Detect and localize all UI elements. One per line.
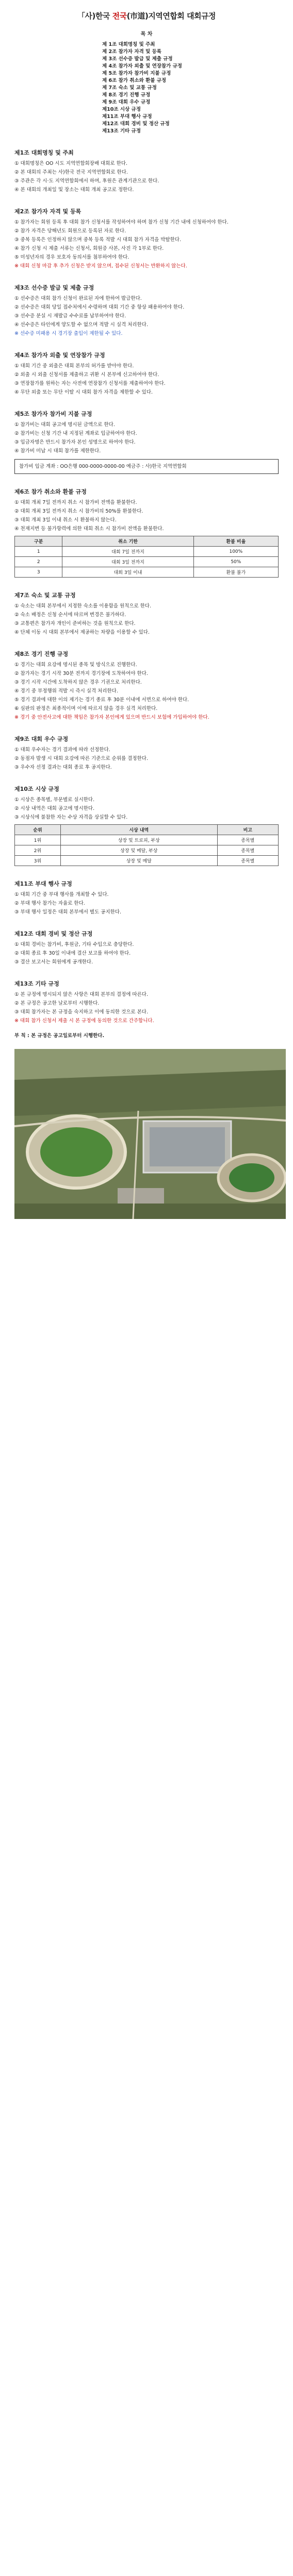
table-cell: 2위 <box>15 845 61 856</box>
clause: ⑥ 심판의 판정은 최종적이며 이에 따르지 않을 경우 실격 처리한다. <box>14 706 158 711</box>
clause: ③ 대회 참가자는 본 규정을 숙지하고 이에 동의한 것으로 본다. <box>14 1009 148 1015</box>
clause: ③ 우수자 선정 결과는 대회 종료 후 공지한다. <box>14 765 112 770</box>
toc-item[interactable]: 제11조 부대 행사 규정 <box>102 114 152 120</box>
table-cell: 상장 및 트로피, 부상 <box>61 835 218 845</box>
section-heading: 제9조 대회 우수 규정 <box>14 736 69 742</box>
toc-item[interactable]: 제13조 기타 규정 <box>102 128 141 134</box>
table-cell: 종목별 <box>217 845 278 856</box>
toc-item[interactable]: 제 4조 참가자 외출 및 연장참가 규정 <box>102 63 182 69</box>
toc-item[interactable]: 제12조 대회 경비 및 정산 규정 <box>102 121 170 127</box>
clause: ③ 대회 개최 3일 이내 취소 시 환불하지 않는다. <box>14 517 117 523</box>
table-header-row <box>15 536 279 547</box>
section-heading: 제5조 참가자 참가비 지불 규정 <box>14 411 92 417</box>
clause: ③ 부대 행사 일정은 대회 본부에서 별도 공지한다. <box>14 909 122 915</box>
account-info-box: 참가비 입금 계좌 : OO은행 000-0000-0000-00 예금주 : 사)한국 지역연합회 <box>14 459 279 474</box>
section-body <box>14 661 279 721</box>
clause: ② 대회 종료 후 30일 이내에 결산 보고를 하여야 한다. <box>14 951 131 956</box>
clause: ① 참가자는 회원 등록 후 대회 참가 신청서를 작성하여야 하며 참가 신청 기간 내에 신청하여야 한다. <box>14 219 229 225</box>
section-heading: 제10조 시상 규정 <box>14 786 59 792</box>
clause: ① 대회 개최 7일 전까지 취소 시 참가비 전액을 환불한다. <box>14 500 137 505</box>
section-body <box>14 218 279 270</box>
table-cell: 대회 3일 전까지 <box>62 557 193 567</box>
clause: ② 선수증은 대회 당일 접수처에서 수령하며 대회 기간 중 항상 패용하여야 한다. <box>14 304 185 310</box>
clause: ② 부대 행사 참가는 자율로 한다. <box>14 901 85 906</box>
clause: ④ 경기 중 부정행위 적발 시 즉시 실격 처리한다. <box>14 688 118 694</box>
clause: ② 대회 개최 3일 전까지 취소 시 참가비의 50%를 환불한다. <box>14 509 143 514</box>
section-body <box>14 746 279 771</box>
table-row <box>15 835 279 845</box>
clause: ① 본 규정에 명시되지 않은 사항은 대회 본부의 결정에 따른다. <box>14 992 148 997</box>
table-cell: 2 <box>15 557 62 567</box>
table-cell: 종목별 <box>217 835 278 845</box>
info-note: ※ 선수증 미패용 시 경기장 출입이 제한될 수 있다. <box>14 331 123 336</box>
toc-item[interactable]: 제 5조 참가자 참가비 지불 규정 <box>102 71 171 76</box>
clause: ④ 선수증은 타인에게 양도할 수 없으며 적발 시 실격 처리한다. <box>14 322 148 328</box>
toc-item[interactable]: 제 6조 참가 취소와 환불 규정 <box>102 78 167 83</box>
clause: ② 본 대회의 주최는 사)한국 전국 지역연합회로 한다. <box>14 170 128 175</box>
section-heading: 제12조 대회 경비 및 정산 규정 <box>14 930 93 937</box>
clause: ③ 선수증 분실 시 재발급 수수료를 납부하여야 한다. <box>14 313 126 319</box>
clause: ① 대회 우수자는 경기 결과에 따라 선정한다. <box>14 747 110 753</box>
clause: ① 경기는 대회 요강에 명시된 종목 및 방식으로 진행한다. <box>14 662 137 668</box>
section-heading: 제6조 참가 취소와 환불 규정 <box>14 488 87 495</box>
toc-item[interactable]: 제10조 시상 규정 <box>102 107 141 112</box>
document-page <box>7 0 286 2576</box>
clause: ③ 입금자명은 반드시 참가자 본인 성명으로 하여야 한다. <box>14 439 136 445</box>
section-body <box>14 602 279 636</box>
section-body <box>14 160 279 194</box>
section-heading: 제4조 참가자 외출 및 연장참가 규정 <box>14 352 105 359</box>
table-row <box>15 547 279 557</box>
section-heading: 제8조 경기 진행 규정 <box>14 651 69 657</box>
table-cell: 50% <box>193 557 278 567</box>
toc-item[interactable]: 제 2조 참가자 자격 및 등록 <box>102 49 161 55</box>
section-heading: 제13조 기타 규정 <box>14 980 59 987</box>
section-heading: 제3조 선수증 발급 및 제출 규정 <box>14 284 94 291</box>
clause: ② 숙소 배정은 신청 순서에 따르며 변경은 불가하다. <box>14 612 126 618</box>
clause: ③ 연장참가를 원하는 자는 사전에 연장참가 신청서를 제출하여야 한다. <box>14 381 166 386</box>
title-part: 「사)한국 <box>77 11 112 21</box>
clause: ④ 참가비 미납 시 대회 참가를 제한한다. <box>14 448 101 454</box>
section-body <box>14 941 279 966</box>
table-of-contents <box>102 41 279 135</box>
clause: ② 참가자는 경기 시작 30분 전까지 경기장에 도착하여야 한다. <box>14 671 148 676</box>
venue-aerial-image <box>14 1049 286 1219</box>
table-cell: 종목별 <box>217 856 278 866</box>
table-cell: 100% <box>193 547 278 557</box>
document-title <box>14 10 279 21</box>
clause: ① 시상은 종목별, 부문별로 실시한다. <box>14 797 95 803</box>
section-body <box>14 499 279 533</box>
table-row <box>15 856 279 866</box>
venue-aerial-photo <box>14 1049 286 1219</box>
section-body <box>14 991 279 1025</box>
table-cell: 대회 7일 전까지 <box>62 547 193 557</box>
section-heading: 제11조 부대 행사 규정 <box>14 880 72 887</box>
table-cell: 3위 <box>15 856 61 866</box>
table-row <box>15 845 279 856</box>
clause: ① 대회 경비는 참가비, 후원금, 기타 수입으로 충당한다. <box>14 942 134 947</box>
warning-note: ※ 대회 신청 마감 후 추가 신청은 받지 않으며, 접수된 신청서는 반환하지 않는다. <box>14 263 187 269</box>
clause: ⑤ 경기 결과에 대한 이의 제기는 경기 종료 후 30분 이내에 서면으로 하여야 한다. <box>14 697 189 703</box>
clause: ① 선수증은 대회 참가 신청이 완료된 자에 한하여 발급한다. <box>14 296 142 301</box>
section-body <box>14 796 279 821</box>
clause: ③ 시상식에 불참한 자는 수상 자격을 상실할 수 있다. <box>14 815 128 820</box>
toc-item[interactable]: 제 1조 대회명칭 및 주최 <box>102 42 155 47</box>
title-highlight: 전국 <box>112 11 127 21</box>
table-header-row <box>15 825 279 835</box>
column-header: 환불 비율 <box>193 536 278 547</box>
clause: ① 대회 기간 중 부대 행사를 개최할 수 있다. <box>14 892 109 897</box>
section-body <box>14 421 279 455</box>
award-table <box>14 824 279 866</box>
clause: ② 참가 자격은 당해년도 회원으로 등록된 자로 한다. <box>14 228 126 234</box>
clause: ① 대회 기간 중 외출은 대회 본부의 허가를 받아야 한다. <box>14 363 134 369</box>
clause: ③ 경기 시작 시간에 도착하지 않은 경우 기권으로 처리한다. <box>14 680 142 685</box>
clause: ④ 참가 신청 시 제출 서류는 신청서, 회원증 사본, 사진 각 1부로 한다. <box>14 246 164 251</box>
column-header: 비고 <box>217 825 278 835</box>
clause: ④ 천재지변 등 불가항력에 의한 대회 취소 시 참가비 전액을 환불한다. <box>14 526 164 532</box>
table-row <box>15 557 279 567</box>
table-cell: 대회 3일 이내 <box>62 567 193 578</box>
warning-note: ※ 경기 중 안전사고에 대한 책임은 참가자 본인에게 있으며 반드시 보험에 가입하여야 한다. <box>14 715 209 720</box>
section-body <box>14 295 279 337</box>
table-cell: 1위 <box>15 835 61 845</box>
clause: ④ 본 대회의 개최일 및 장소는 대회 개최 공고로 정한다. <box>14 187 134 193</box>
closing-text: 부 칙 : 본 규정은 공고일로부터 시행한다. <box>14 1033 105 1039</box>
clause: ④ 무단 외출 또는 무단 이탈 시 대회 참가 자격을 제한할 수 있다. <box>14 389 153 395</box>
clause: ② 외출 시 외출 신청서를 제출하고 귀환 시 본부에 신고하여야 한다. <box>14 372 159 378</box>
clause: ③ 중복 등록은 인정하지 않으며 중복 등록 적발 시 대회 참가 자격을 박탈한다. <box>14 237 182 243</box>
warning-note: ※ 대회 참가 신청서 제출 시 본 규정에 동의한 것으로 간주합니다. <box>14 1018 154 1024</box>
table-cell: 환불 불가 <box>193 567 278 578</box>
clause: ③ 주관은 각 시·도 지역연합회에서 하며, 후원은 관계기관으로 한다. <box>14 178 159 184</box>
clause: ③ 결산 보고서는 회원에게 공개한다. <box>14 959 93 965</box>
toc-item[interactable]: 제 8조 경기 진행 규정 <box>102 92 151 98</box>
column-header: 시상 내역 <box>61 825 218 835</box>
table-cell: 1 <box>15 547 62 557</box>
clause: ① 대회명칭은 OO 시도 지역연합회장배 대회로 한다. <box>14 161 127 166</box>
table-row <box>15 567 279 578</box>
column-header: 구분 <box>15 536 62 547</box>
toc-heading: 목 차 <box>140 31 153 37</box>
table-cell: 3 <box>15 567 62 578</box>
toc-item[interactable]: 제 9조 대회 우수 규정 <box>102 99 151 105</box>
clause: ④ 단체 이동 시 대회 본부에서 제공하는 차량을 이용할 수 있다. <box>14 630 150 635</box>
toc-item[interactable]: 제 3조 선수증 발급 및 제출 규정 <box>102 56 173 62</box>
clause: ② 참가비는 신청 기간 내 지정된 계좌로 입금하여야 한다. <box>14 431 137 436</box>
toc-item[interactable]: 제 7조 숙소 및 교통 규정 <box>102 85 157 91</box>
section-heading: 제7조 숙소 및 교통 규정 <box>14 592 76 599</box>
title-part: (市道)지역연합회 대회규정 <box>126 11 216 21</box>
clause: ⑤ 미성년자의 경우 보호자 동의서를 첨부하여야 한다. <box>14 255 129 260</box>
refund-table <box>14 536 279 578</box>
table-cell: 상장 및 메달 <box>61 856 218 866</box>
clause: ② 본 규정은 공고한 날로부터 시행한다. <box>14 1001 100 1006</box>
column-header: 취소 기한 <box>62 536 193 547</box>
clause: ③ 교통편은 참가자 개인이 준비하는 것을 원칙으로 한다. <box>14 621 136 626</box>
clause: ① 숙소는 대회 본부에서 지정한 숙소를 이용함을 원칙으로 한다. <box>14 603 152 609</box>
table-cell: 상장 및 메달, 부상 <box>61 845 218 856</box>
section-body <box>14 362 279 396</box>
section-heading: 제2조 참가자 자격 및 등록 <box>14 208 82 215</box>
clause: ② 동점자 발생 시 대회 요강에 따른 기준으로 순위를 결정한다. <box>14 756 148 761</box>
clause: ② 시상 내역은 대회 공고에 명시한다. <box>14 806 95 811</box>
column-header: 순위 <box>15 825 61 835</box>
clause: ① 참가비는 대회 공고에 명시된 금액으로 한다. <box>14 422 115 428</box>
section-body <box>14 891 279 916</box>
section-heading: 제1조 대회명칭 및 주최 <box>14 149 74 156</box>
